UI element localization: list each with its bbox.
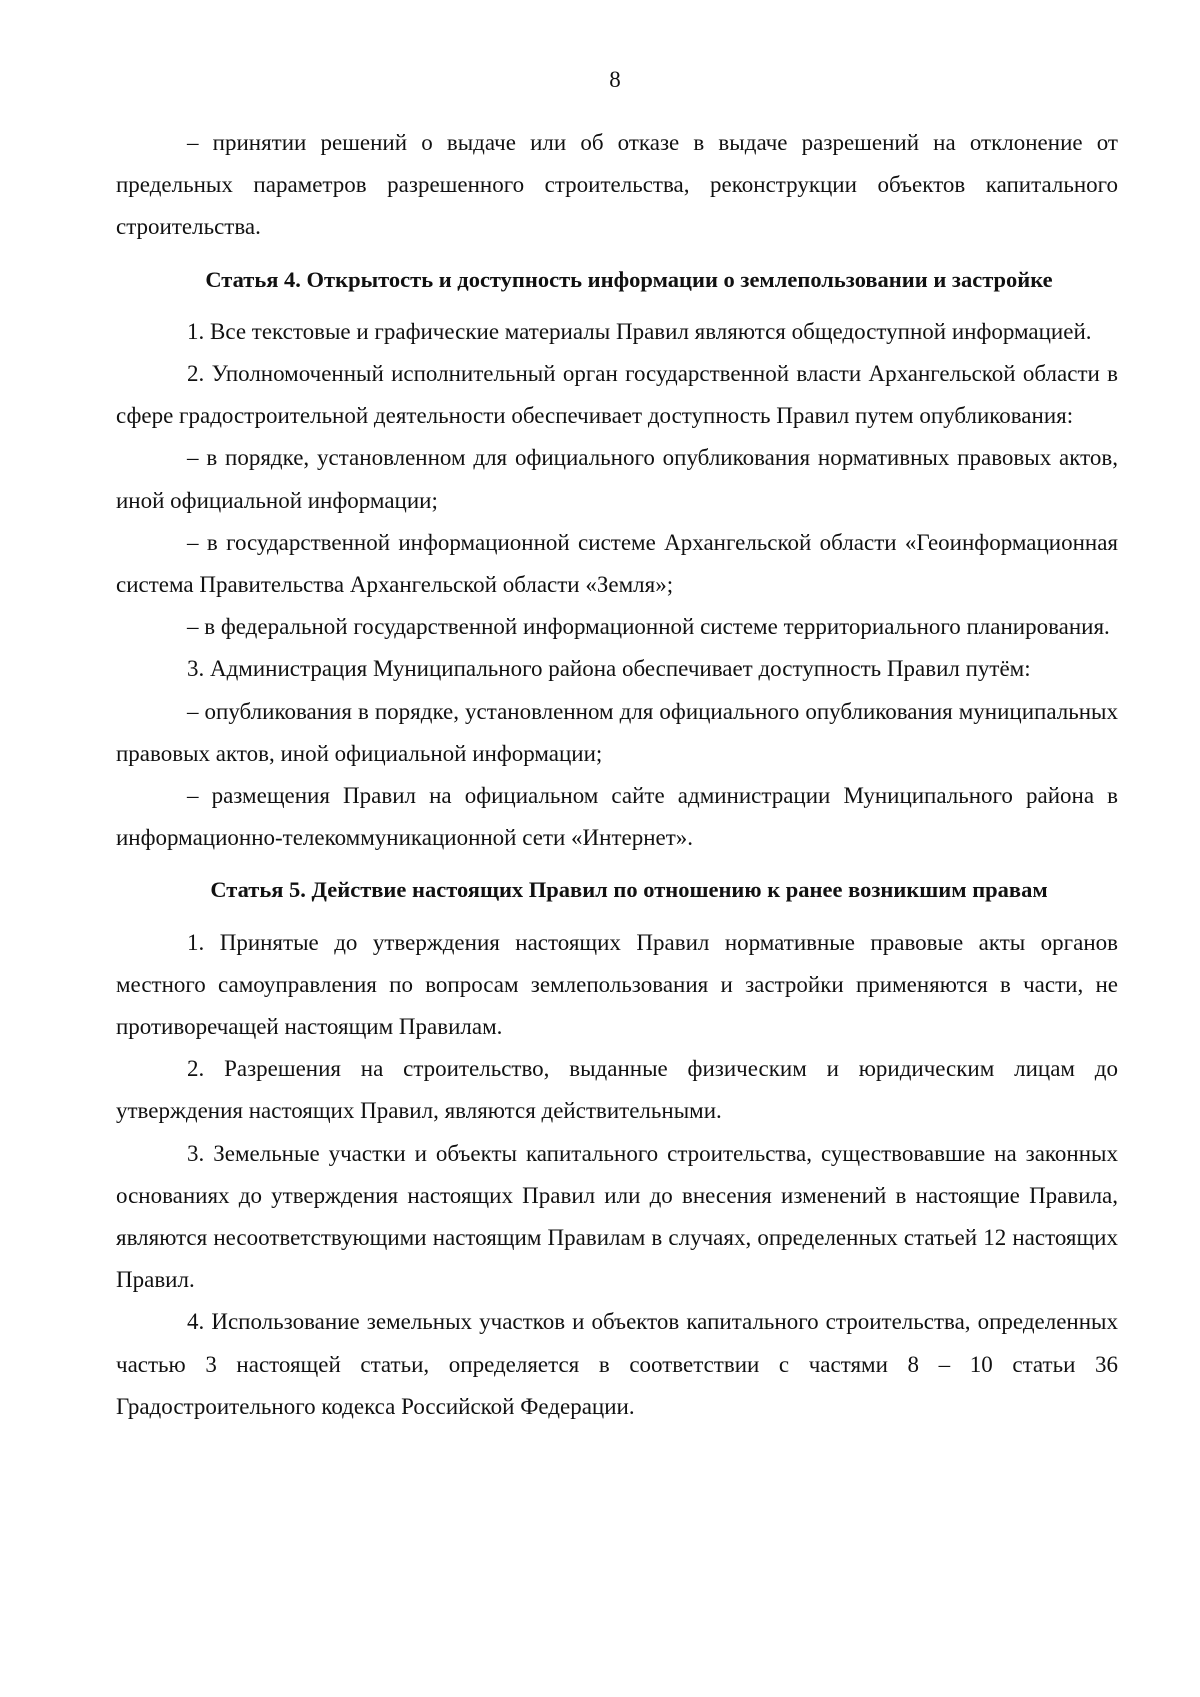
paragraph-article5-item1: 1. Принятые до утверждения настоящих Правил нормативные правовые акты органов местного самоуправления по вопросам землепользования и застройки применяются в части, не противоречащей настоящим Правилам. [116, 929, 1118, 1040]
paragraph-article4-item1: 1. Все текстовые и графические материалы Правил являются общедоступной информацией. [187, 318, 1092, 344]
paragraph-article4-item3-bullet1: – опубликования в порядке, установленном для официального опубликования муниципальных правовых актов, иной официальной информации; [116, 698, 1118, 766]
paragraph-article4-item3-bullet2: – размещения Правил на официальном сайте администрации Муниципального района в информационно-телекоммуникационной сети «Интернет». [116, 783, 1118, 851]
paragraph-article4-item2-bullet3: – в федеральной государственной информационной системе территориального планирования. [187, 614, 1110, 640]
paragraph-article5-item3: 3. Земельные участки и объекты капитального строительства, существовавшие на законных основаниях до утверждения настоящих Правил или до внесения изменений в настоящие Правила, являются несоответствующими настоящим Правилам в случаях, определенных статьей 12 настоящих Правил. [116, 1140, 1118, 1293]
paragraph-article4-item2-bullet2: – в государственной информационной системе Архангельской области «Геоинформационная система Правительства Архангельской области «Земля»; [116, 529, 1118, 598]
article-4-heading: Статья 4. Открытость и доступность информации о землепользовании и застройке [205, 266, 1053, 292]
paragraph-article4-item3: 3. Администрация Муниципального района обеспечивает доступность Правил путём: [187, 656, 1031, 682]
paragraph-article4-item2-bullet1: – в порядке, установленном для официального опубликования нормативных правовых актов, иной официальной информации; [116, 445, 1118, 513]
article-5-heading: Статья 5. Действие настоящих Правил по отношению к ранее возникшим правам [210, 877, 1048, 903]
paragraph-article5-item4: 4. Использование земельных участков и объектов капитального строительства, определенных частью 3 настоящей статьи, определяется в соответствии с частями 8 – 10 статьи 36 Градостроительного кодекса Российской Федерации. [116, 1309, 1118, 1419]
paragraph-article3-bullet: – принятии решений о выдаче или об отказе в выдаче разрешений на отклонение от предельных параметров разрешенного строительства, реконструкции объектов капитального строительства. [116, 130, 1118, 240]
document-body [116, 122, 1118, 1428]
page-number: 8 [609, 67, 621, 92]
paragraph-article4-item2: 2. Уполномоченный исполнительный орган государственной власти Архангельской области в сфере градостроительной деятельности обеспечивает доступность Правил путем опубликования: [116, 361, 1118, 429]
paragraph-article5-item2: 2. Разрешения на строительство, выданные физическим и юридическим лицам до утверждения настоящих Правил, являются действительными. [116, 1056, 1118, 1124]
